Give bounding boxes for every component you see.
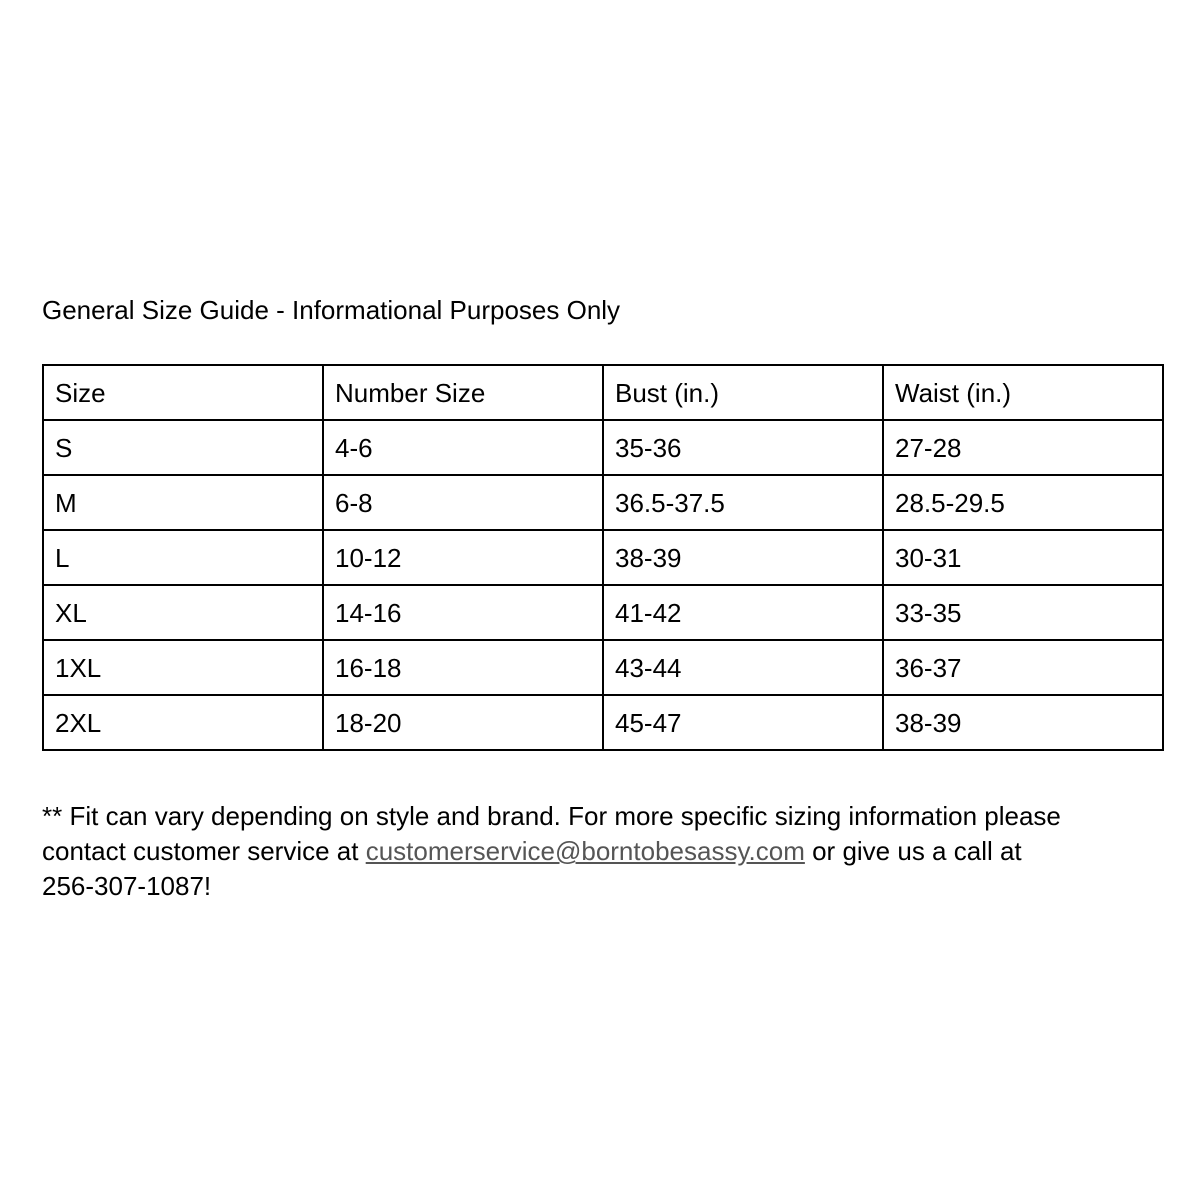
cell-waist: 28.5-29.5: [883, 475, 1163, 530]
size-table: [42, 364, 1164, 751]
cell-bust: 45-47: [603, 695, 883, 750]
header-bust: Bust (in.): [603, 365, 883, 420]
cell-waist: 27-28: [883, 420, 1163, 475]
header-number-size: Number Size: [323, 365, 603, 420]
cell-waist: 30-31: [883, 530, 1163, 585]
cell-bust: 36.5-37.5: [603, 475, 883, 530]
table-row: [43, 475, 1163, 530]
cell-number-size: 10-12: [323, 530, 603, 585]
header-size: Size: [43, 365, 323, 420]
table-row: [43, 640, 1163, 695]
cell-number-size: 6-8: [323, 475, 603, 530]
cell-size: M: [43, 475, 323, 530]
cell-bust: 41-42: [603, 585, 883, 640]
page-title: General Size Guide - Informational Purposes Only: [42, 295, 621, 325]
note-line-2-before: contact customer service at: [42, 836, 366, 866]
table-header-row: [43, 365, 1163, 420]
cell-number-size: 14-16: [323, 585, 603, 640]
cell-size: S: [43, 420, 323, 475]
note-line-2-after: or give us a call at: [804, 836, 1022, 866]
table-row: [43, 420, 1163, 475]
cell-bust: 43-44: [603, 640, 883, 695]
sizing-note: [42, 799, 1162, 904]
table-row: [43, 585, 1163, 640]
cell-waist: 38-39: [883, 695, 1163, 750]
cell-size: 2XL: [43, 695, 323, 750]
note-line-1: ** Fit can vary depending on style and brand. For more specific sizing information please: [42, 801, 1061, 831]
header-waist: Waist (in.): [883, 365, 1163, 420]
cell-waist: 33-35: [883, 585, 1163, 640]
cell-number-size: 18-20: [323, 695, 603, 750]
cell-waist: 36-37: [883, 640, 1163, 695]
phone-number: 256-307-1087!: [42, 871, 212, 901]
cell-bust: 38-39: [603, 530, 883, 585]
cell-number-size: 4-6: [323, 420, 603, 475]
cell-size: L: [43, 530, 323, 585]
cell-size: 1XL: [43, 640, 323, 695]
cell-size: XL: [43, 585, 323, 640]
table-row: [43, 530, 1163, 585]
email-link[interactable]: customerservice@borntobesassy.com: [365, 836, 805, 866]
cell-number-size: 16-18: [323, 640, 603, 695]
table-row: [43, 695, 1163, 750]
cell-bust: 35-36: [603, 420, 883, 475]
